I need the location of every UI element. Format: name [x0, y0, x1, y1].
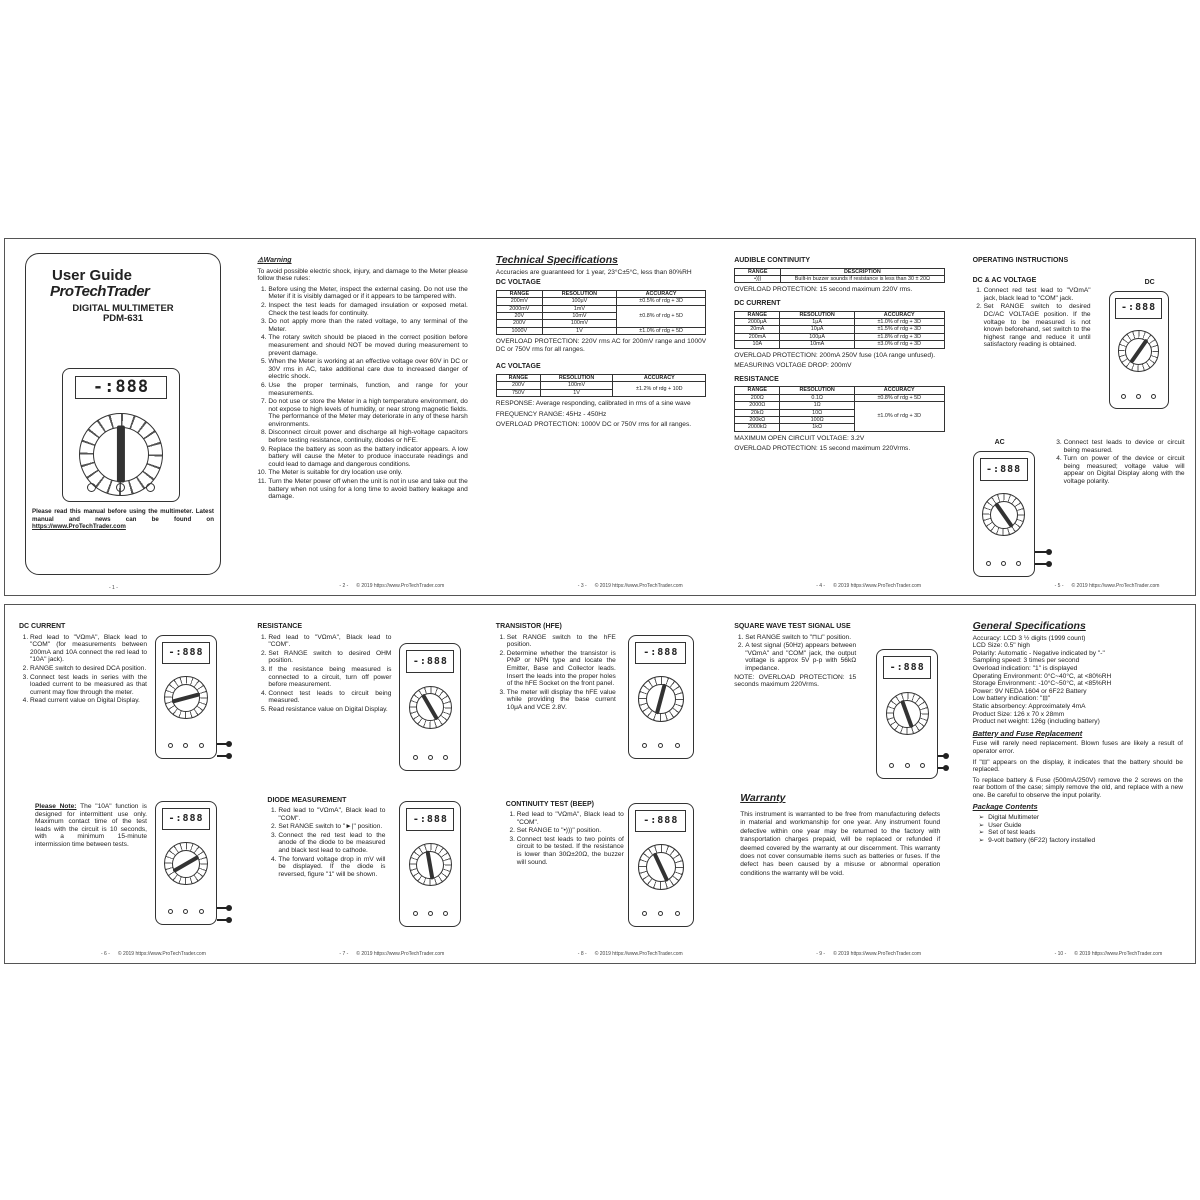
step: 3. Connect test leads in series with the loaded current to be measured as that current may flow through the meter.: [30, 674, 147, 697]
step: 5. Read resistance value on Digital Display.: [268, 706, 391, 714]
multimeter-diode-illustration: -:888: [399, 801, 461, 927]
warning-item: 8. Disconnect circuit power and discharge all high-voltage capacitors before testing resistance, continuity, diodes or hFE.: [268, 429, 467, 444]
diode-title: DIODE MEASUREMENT: [267, 797, 347, 804]
dcv-title: DC VOLTAGE: [495, 279, 541, 287]
warning-item: 11. Turn the Meter power off when the unit is not in use and take out the battery when not using for a long time to avoid battery leakage and damage.: [268, 478, 467, 501]
operating-panel: [959, 239, 1197, 595]
warning-item: 4. The rotary switch should be placed in the correct position before measurement and should NOT be moved during measurement to prevent damage.: [268, 334, 467, 357]
warning-item: 10. The Meter is suitable for dry location use only.: [268, 469, 467, 477]
warning-item: 6. Use the proper terminals, function, and range for your measurements.: [268, 382, 467, 397]
step: 2. Set RANGE to "•)))" position.: [517, 827, 624, 835]
spec-panel-2: [720, 239, 958, 595]
dca-spec-title: DC CURRENT: [734, 300, 781, 307]
page-footer: - 8 - © 2019 https://www.ProTechTrader.com: [577, 951, 683, 958]
model-number: PDM-631: [102, 312, 144, 324]
step: 3. Connect the red test lead to the anode of the diode to be measured and black test lead to cathode.: [278, 832, 385, 855]
package-item: ➢ 9-volt battery (6F22) factory installed: [979, 837, 1183, 845]
transistor-steps: [496, 634, 616, 712]
warranty-text: This instrument is warranted to be free from manufacturing defects in material and workmanship for one year. Any instrument found defective within one year may be returned to the factory with transportation charges prepaid, will be replaced or refunded if deemed covered by the warranty at our discernment. This warranty does not cover consumable items such as batteries or fuses. If the defect has been caused by a misuse or abnormal operation conditions the warranty will be void.: [740, 811, 941, 877]
multimeter-dc-illustration: -:888: [1109, 291, 1169, 409]
page-footer: - 3 - © 2019 https://www.ProTechTrader.com: [577, 583, 683, 590]
general-spec-list: Accuracy: LCD 3 ½ digits (1999 count) LCD Size: 0.5" high Polarity: Automatic - Negative indicated by "-" Sampling speed: 3 times per second Overload indication: "1" is displayed Operating Environment: 0°C~40°C, at <80%RH Storage Environment: -10°C~50°C, at <85%RH Power: 9V NEDA 1604 or 6F22 Battery Low battery indication: "⊟" Static absorbency: Approximately 4mA Product Size: 126 x 70 x 28mm Product net weight: 126g (including battery): [972, 634, 1112, 726]
step: 4. Read current value on Digital Display.: [30, 697, 147, 705]
multimeter-continuity-illustration: -:888: [628, 803, 694, 927]
warning-item: 5. When the Meter is working at an effective voltage over 60V in DC or 30V rms in AC, take additional care due to increased danger of electric shock.: [268, 358, 467, 381]
general-spec-title: General Specifications: [972, 620, 1086, 632]
fuse-text-2: If "⊟" appears on the display, it indicates that the battery should be replaced.: [972, 758, 1183, 774]
multimeter-10a-illustration: -:888: [155, 801, 217, 925]
cover-frame: [25, 253, 221, 575]
resistance-title: RESISTANCE: [257, 623, 302, 630]
step: 2. Set RANGE switch to desired DC/AC VOLTAGE position. If the voltage to be measured is not known beforehand, set switch to the highest range and reduce it until satisfactory reading is obtained.: [984, 303, 1091, 349]
dcv-overload: OVERLOAD PROTECTION: 220V rms AC for 200mV range and 1000V DC or 750V rms for all ranges.: [495, 338, 707, 353]
acv-frequency: FREQUENCY RANGE: 45Hz - 450Hz: [495, 410, 607, 418]
resistance-panel: [243, 605, 481, 963]
package-item: ➢ User Guide: [979, 822, 1183, 830]
step: 2. A test signal (50Hz) appears between "VΩmA" and "COM" jack, the output voltage is approx 5V p-p with 56kΩ impedance.: [745, 642, 856, 672]
cover-title: User Guide: [52, 267, 133, 284]
resistance-steps: [257, 634, 391, 714]
product-name: DIGITAL MULTIMETER: [72, 303, 174, 315]
continuity-table: RANGE DESCRIPTION •))) Built-in buzzer sounds if resistance is less than 30 ± 20Ω: [734, 268, 944, 284]
continuity-spec-title: AUDIBLE CONTINUITY: [734, 257, 811, 264]
tech-spec-intro: Accuracies are guaranteed for 1 year, 23°C±5°C, less than 80%RH: [495, 268, 692, 276]
warning-item: 3. Do not apply more than the rated voltage, to any terminal of the Meter.: [268, 318, 467, 333]
package-item: ➢ Set of test leads: [979, 829, 1183, 837]
dca-note: Please Note: The "10A" function is designed for intermittent use only. Maximum contact time of the test leads with the circuit is 10 seconds, with a minimum 15-minute intermission time between tests.: [35, 803, 147, 848]
diode-steps: [267, 807, 385, 879]
dcv-table: RANGE RESOLUTION ACCURACY 200mV 100μV ±0.5% of rdg + 3D 2000mV 1mV ±0.8% of rdg + 5D 20V 10mV 200V 100mV 1000V 1V ±1.0% of rdg + 5D: [496, 290, 706, 335]
step: 1. Red lead to "VΩmA", Black lead to "COM".: [278, 807, 385, 822]
website-link[interactable]: https://www.ProTechTrader.com: [32, 523, 126, 531]
warning-item: 9. Replace the battery as soon as the battery indicator appears. A low battery will cause the Meter to produce inaccurate readings and could lead to damage and dangerous conditions.: [268, 446, 467, 469]
warning-item: 2. Inspect the test leads for damaged insulation or exposed metal. Check the test leads for continuity.: [268, 302, 467, 317]
multimeter-hfe-illustration: -:888: [628, 635, 694, 759]
warning-intro: To avoid possible electric shock, injury, and damage to the Meter please follow these rules:: [257, 267, 468, 283]
step: 1. Set RANGE switch to the hFE position.: [507, 634, 616, 649]
step: 1. Red lead to "VΩmA", Black lead to "COM" (for measurements between 200mA and 10A connect the red lead to "10A" jack).: [30, 634, 147, 664]
warning-item: 7. Do not use or store the Meter in a high temperature environment, do not expose to high levels of humidity, or near strong magnetic fields. The performance of the Meter may deteriorate in any of these harsh environments.: [268, 398, 467, 428]
step: 2. Determine whether the transistor is PNP or NPN type and locate the Emitter, Base and Collector leads. Insert the leads into the proper holes of the hFE Socket on the front panel.: [507, 650, 616, 688]
general-spec-panel: [959, 605, 1197, 963]
transistor-title: TRANSISTOR (HFE): [495, 623, 562, 630]
page-footer: - 5 - © 2019 https://www.ProTechTrader.com: [1054, 583, 1160, 590]
warning-item: 1. Before using the Meter, inspect the external casing. Do not use the Meter if it is visibly damaged or if it appears to be tampered with.: [268, 286, 467, 301]
acv-title: AC VOLTAGE: [495, 363, 541, 371]
fuse-title: Battery and Fuse Replacement: [972, 728, 1083, 738]
ac-label: AC: [994, 439, 1005, 446]
square-wave-steps: [734, 634, 856, 673]
square-wave-title: SQUARE WAVE TEST SIGNAL USE: [734, 623, 851, 630]
cover-panel: [5, 239, 243, 595]
step: 4. Connect test leads to circuit being measured.: [268, 690, 391, 705]
dc-current-panel: [5, 605, 243, 963]
multimeter-illustration: [62, 368, 180, 502]
continuity-steps: [506, 811, 624, 867]
lcd-display: -:888: [75, 376, 168, 400]
square-wave-note: NOTE: OVERLOAD PROTECTION: 15 seconds maximum 220Vrms.: [734, 673, 857, 689]
warning-panel: [243, 239, 481, 595]
page-footer: - 4 - © 2019 https://www.ProTechTrader.com: [816, 583, 922, 590]
test-lead: [1035, 551, 1049, 553]
voltage-steps-2: [1053, 439, 1185, 487]
res-overload: OVERLOAD PROTECTION: 15 second maximum 220Vrms.: [734, 445, 911, 453]
dca-table: RANGE RESOLUTION ACCURACY 2000μA 1μA ±1.0% of rdg + 3D 20mA 10μA ±1.5% of rdg + 3D 200mA 100μA ±1.8% of rdg + 3D 10A 10mA ±3.0% of rdg + 3D: [734, 311, 944, 349]
res-open-voltage: MAXIMUM OPEN CIRCUIT VOLTAGE: 3.2V: [734, 434, 865, 442]
page-footer: - 2 - © 2019 https://www.ProTechTrader.com: [339, 583, 445, 590]
fuse-text-1: Fuse will rarely need replacement. Blown fuses are likely a result of operator error.: [972, 740, 1183, 755]
multimeter-dca-illustration: -:888: [155, 635, 217, 759]
page-footer: - 9 - © 2019 https://www.ProTechTrader.com: [816, 951, 922, 958]
brand-logo: ProTechTrader: [50, 282, 150, 300]
step: 3. If the resistance being measured is connected to a circuit, turn off power before measurement.: [268, 666, 391, 689]
page-number: - 1 -: [109, 585, 118, 592]
step: 1. Connect red test lead to "VΩmA" jack, black lead to "COM" jack.: [984, 287, 1091, 302]
dca-title: DC CURRENT: [19, 623, 66, 630]
res-spec-title: RESISTANCE: [734, 375, 779, 383]
page-footer: - 10 - © 2019 https://www.ProTechTrader.com: [1054, 951, 1163, 958]
dca-steps: [19, 634, 147, 705]
acv-table: RANGE RESOLUTION ACCURACY 200V 100mV ±1.2% of rdg + 10D 750V 1V: [496, 374, 706, 397]
page-footer: - 6 - © 2019 https://www.ProTechTrader.com: [101, 951, 206, 958]
tech-spec-title: Technical Specifications: [495, 254, 618, 266]
step: 2. Set RANGE switch to "►|" position.: [278, 823, 385, 831]
step: 4. Turn on power of the device or circuit being measured; voltage value will appear on Digital Display along with the voltage polarity.: [1064, 455, 1185, 485]
warning-title: ⚠Warning: [257, 257, 292, 264]
step: 2. Set RANGE switch to desired OHM position.: [268, 650, 391, 665]
acv-overload: OVERLOAD PROTECTION: 1000V DC or 750V rms for all ranges.: [495, 421, 692, 429]
package-item: ➢ Digital Multimeter: [979, 814, 1183, 822]
step: 1. Red lead to "VΩmA", Black lead to "COM".: [268, 634, 391, 649]
multimeter-square-illustration: -:888: [876, 649, 938, 779]
fuse-text-3: To replace battery & Fuse (500mA/250V) remove the 2 screws on the rear bottom of the case; simply remove the old, and replace with a new one. Be careful to observe the input polarity.: [972, 776, 1183, 799]
step: 3. The meter will display the hFE value while providing the base current 10μA and VCE 2.8V.: [507, 689, 616, 712]
warranty-title: Warranty: [740, 792, 786, 804]
manual-sheet-top: [4, 238, 1196, 596]
multimeter-ac-illustration: -:888: [973, 451, 1035, 577]
test-lead: [1035, 563, 1049, 565]
manual-sheet-bottom: [4, 604, 1196, 964]
tech-spec-panel: [482, 239, 720, 595]
package-list: [973, 814, 1183, 844]
package-title: Package Contents: [972, 802, 1038, 812]
transistor-panel: [482, 605, 720, 963]
step: 3. Connect test leads to device or circuit being measured.: [1064, 439, 1185, 454]
dca-overload: OVERLOAD PROTECTION: 200mA 250V fuse (10A range unfused).: [734, 351, 936, 359]
step: 4. The forward voltage drop in mV will be displayed. If the diode is reversed, figure "1" will be shown.: [278, 856, 385, 879]
continuity-overload: OVERLOAD PROTECTION: 15 second maximum 220V rms.: [734, 286, 913, 294]
acv-response: RESPONSE: Average responding, calibrated in rms of a sine wave: [495, 400, 691, 408]
cover-note: Please read this manual before using the multimeter. Latest manual and news can be found on https://www.ProTechTrader.com: [32, 508, 214, 531]
step: 2. RANGE switch to desired DCA position.: [30, 665, 147, 673]
multimeter-ohm-illustration: -:888: [399, 643, 461, 771]
square-wave-panel: [720, 605, 958, 963]
input-jacks: [77, 481, 165, 494]
step: 1. Red lead to "VΩmA", Black lead to "COM".: [517, 811, 624, 826]
warning-list: [257, 286, 467, 501]
step: 3. Connect test leads to two points of circuit to be tested. If the resistance is lower than 30Ω±20Ω, the buzzer will sound.: [517, 836, 624, 866]
dc-label: DC: [1144, 279, 1155, 286]
operating-title: OPERATING INSTRUCTIONS: [972, 257, 1069, 264]
continuity-title: CONTINUITY TEST (BEEP): [505, 801, 594, 808]
resistance-table: RANGE RESOLUTION ACCURACY 200Ω 0.1Ω ±0.8% of rdg + 5D 2000Ω 1Ω ±1.0% of rdg + 3D 20kΩ 10Ω 200kΩ 100Ω 2000kΩ 1kΩ: [734, 386, 944, 431]
step: 1. Set RANGE switch to "⊓⊔" position.: [745, 634, 856, 642]
page-footer: - 7 - © 2019 https://www.ProTechTrader.com: [339, 951, 445, 958]
dca-voltage-drop: MEASURING VOLTAGE DROP: 200mV: [734, 362, 852, 370]
voltage-steps: [973, 287, 1091, 349]
voltage-subtitle: DC & AC VOLTAGE: [972, 276, 1037, 284]
